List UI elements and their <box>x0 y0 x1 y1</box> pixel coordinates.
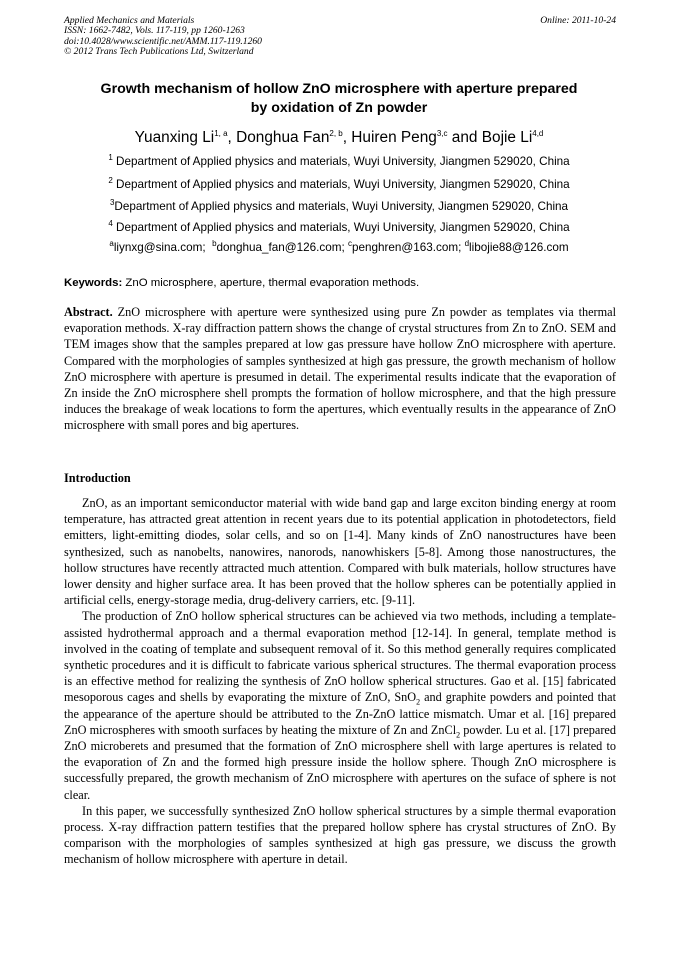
author-sup: 2, b <box>329 128 343 138</box>
paper-title <box>40 80 638 118</box>
online-date: Online: 2011-10-24 <box>540 15 616 26</box>
author-list <box>40 128 638 148</box>
affiliation-num: 3 <box>109 198 115 208</box>
author-sup: 4,d <box>532 128 544 138</box>
email-address[interactable]: liynxg@sina.com; <box>113 241 206 254</box>
abstract-text: ZnO microsphere with aperture were synthesized using pure Zn powder as templates via thermal evaporation methods. X-ray diffraction pattern shows the change of crystal structures from Zn to ZnO. SEM and TEM images show that the samples prepared at low gas pressure have hollow ZnO microsphere with aperture. Compared with the morphologies of samples synthesized at high gas pressure, the growth mechanism of hollow ZnO microsphere with aperture is presumed in detail. The experimental results indicate that the evaporation of Zn inside the ZnO microsphere shell prompts the formation of hollow microsphere, and that the high pressure induces the breakage of weak locations to form the apertures, which eventually results in the appearance of ZnO microsphere with small pores and big apertures. <box>64 305 616 433</box>
email-address[interactable]: donghua_fan@126.com; <box>216 241 345 254</box>
affiliation-1 <box>40 155 638 169</box>
keywords-line <box>64 276 616 291</box>
journal-header <box>64 16 616 58</box>
intro-paragraph-3: In this paper, we successfully synthesized ZnO hollow spherical structures by a simple thermal evaporation process. X-ray diffraction pattern testifies that the prepared hollow sphere has crystal structures of ZnO. By comparison with the morphologies of samples synthesized at high gas pressure, we discuss the growth mechanism of hollow microsphere with aperture in detail. <box>64 803 616 867</box>
author-separator: and <box>447 129 482 146</box>
doi-line[interactable]: doi:10.4028/www.scientific.net/AMM.117-119.1260 <box>64 35 262 47</box>
email-address[interactable]: penghren@163.com; <box>351 241 462 254</box>
intro-p2-text-c: powder. Lu et al. [17] prepared ZnO microberets and presumed that the formation of ZnO microsphere shell with large apertures is related to the evaporation of Zn and the formed high pressure inside the hollow sphere. Though ZnO microsphere is successfully prepared, the growth mechanism of ZnO microsphere with apertures on the suface of sphere is not clear. <box>64 722 616 802</box>
email-list <box>40 241 638 255</box>
affiliation-text: Department of Applied physics and materials, Wuyi University, Jiangmen 529020, China <box>114 200 569 213</box>
intro-p2-text-b: and graphite powders and pointed that the appearance of the aperture should be attributed to the Zn-ZnO lattice mismatch. Umar et al. [16] prepared ZnO microspheres with smooth surfaces by heating the mixture of Zn and ZnCl <box>64 690 616 737</box>
keywords-text: ZnO microsphere, aperture, thermal evaporation methods. <box>122 277 420 289</box>
abstract-label: Abstract. <box>64 305 113 319</box>
abstract-section <box>64 304 616 434</box>
subscript: 2 <box>416 697 421 707</box>
author-name: Yuanxing Li <box>134 129 215 146</box>
affiliation-text: Department of Applied physics and materials, Wuyi University, Jiangmen 529020, China <box>116 221 570 234</box>
email-sup: b <box>212 239 217 249</box>
intro-paragraph-2 <box>64 608 616 802</box>
affiliation-4 <box>40 221 638 235</box>
author-name: Bojie Li <box>481 129 533 146</box>
intro-p2-text-a: The production of ZnO hollow spherical structures can be achieved via two methods, including a template-assisted hydrothermal approach and a thermal evaporation method [12-14]. In general, template method is involved in the coating of template and subsequent removal of it. So this method generally requires complicated synthetic procedures and it is difficult to fabricate various spherical structures. The thermal evaporation process is an effective method for realizing the synthesis of ZnO hollow spherical structures. Gao et al. [15] fabricated mesoporous cages and shells by evaporating the mixture of ZnO, SnO <box>64 609 616 705</box>
subscript: 2 <box>456 730 461 740</box>
affiliation-num: 1 <box>108 153 113 163</box>
author-separator: , <box>227 129 237 146</box>
intro-paragraph-1: ZnO, as an important semiconductor material with wide band gap and large exciton binding energy at room temperature, has attracted great attention in recent years due to its potential application in photodetectors, field emitters, light-emitting diodes, solar cells, and so on [1-4]. Many kinds of ZnO nanostructures have been synthesized, such as nanobelts, nanowires, nanorods, nanowhiskers [5-8]. Among those nanostructures, the hollow structures have recently attracted much attention. Compared with bulk materials, hollow structures have lower density and higher surface area. It has been proved that the hollow spheres can be potentially applied in artificial cells, energy-storage media, drug-delivery carriers, etc. [9-11]. <box>64 496 616 608</box>
affiliation-text: Department of Applied physics and materials, Wuyi University, Jiangmen 529020, China <box>116 178 570 191</box>
author-name: Huiren Peng <box>351 129 437 146</box>
author-sup: 3,c <box>436 128 448 138</box>
email-sup: c <box>347 239 352 249</box>
affiliation-3 <box>40 200 638 214</box>
author-sup: 1, a <box>214 128 228 138</box>
title-line-2: by oxidation of Zn powder <box>250 100 428 116</box>
title-line-1: Growth mechanism of hollow ZnO microsphere with aperture prepared <box>100 81 578 97</box>
author-name: Donghua Fan <box>236 129 330 146</box>
introduction-section <box>64 495 616 868</box>
affiliation-num: 2 <box>108 176 113 186</box>
issn-line: ISSN: 1662-7482, Vols. 117-119, pp 1260-1263 <box>64 25 245 37</box>
affiliation-num: 4 <box>108 219 113 229</box>
journal-name: Applied Mechanics and Materials <box>64 15 195 26</box>
introduction-heading: Introduction <box>64 471 131 485</box>
keywords-label: Keywords: <box>64 277 123 289</box>
email-sup: d <box>464 239 470 249</box>
affiliation-text: Department of Applied physics and materials, Wuyi University, Jiangmen 529020, China <box>116 155 570 168</box>
author-separator: , <box>342 129 352 146</box>
email-address[interactable]: libojie88@126.com <box>469 241 569 254</box>
email-sup: a <box>109 239 114 249</box>
copyright-line: © 2012 Trans Tech Publications Ltd, Switzerland <box>64 46 254 58</box>
affiliation-2 <box>40 178 638 192</box>
